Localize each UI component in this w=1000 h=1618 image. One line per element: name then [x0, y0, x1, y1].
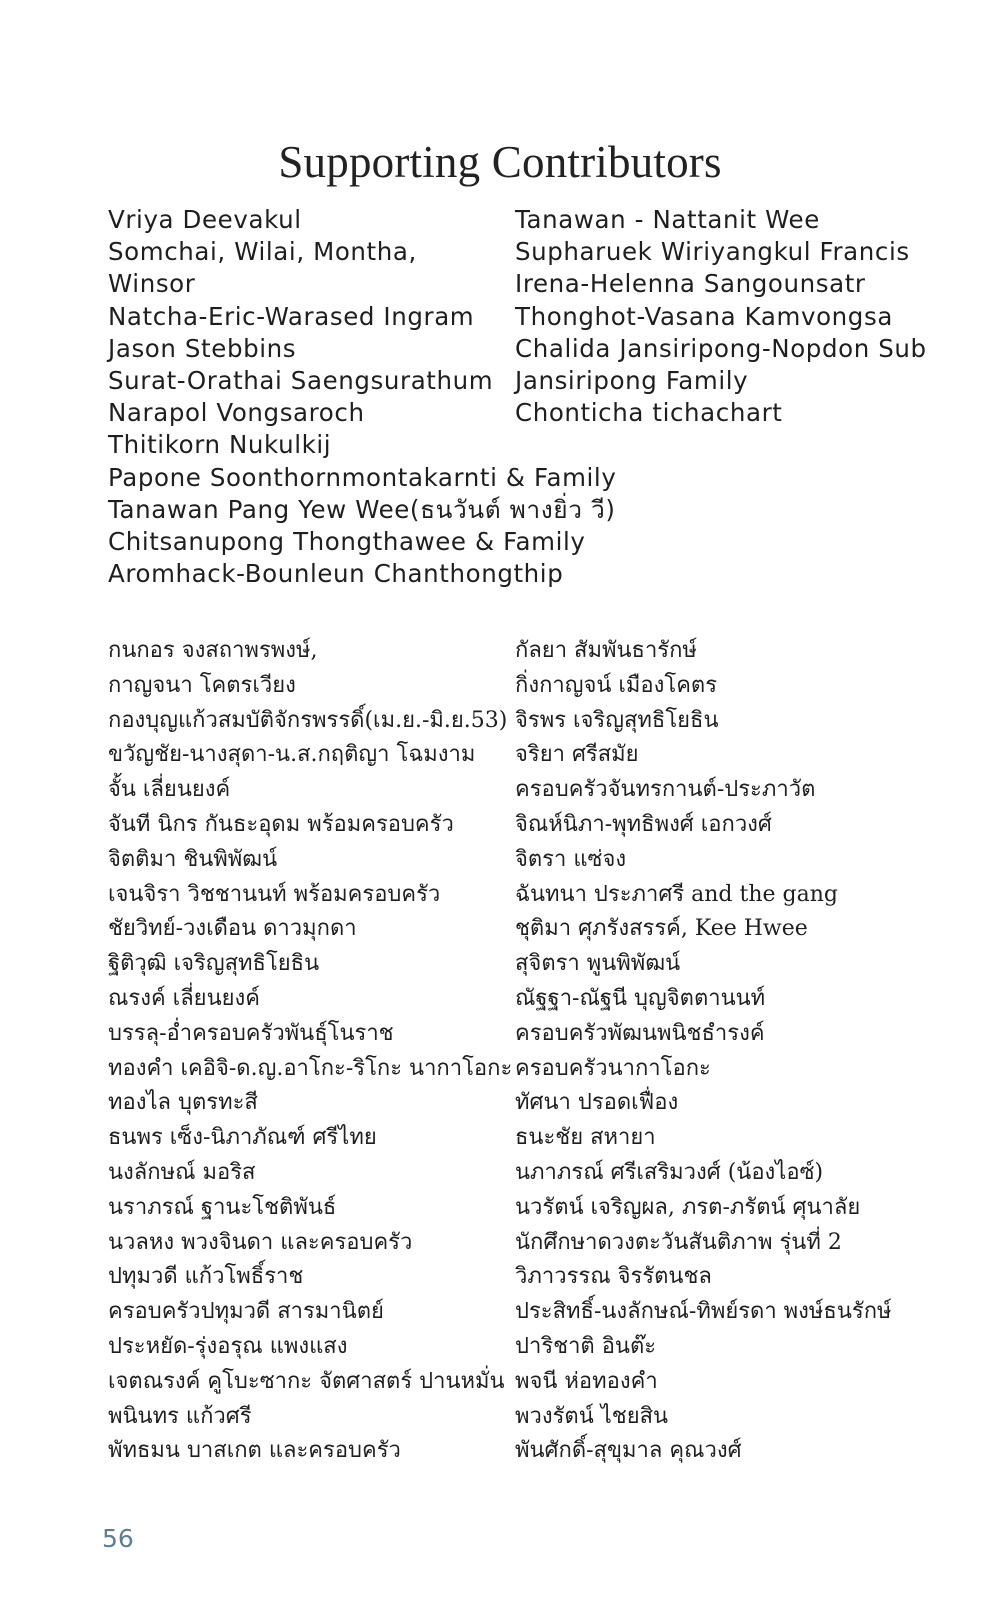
contributor-name: จันที นิกร กันธะอุดม พร้อมครอบครัว	[108, 811, 454, 837]
contributor-name: ปทุมวดี แก้วโพธิ์ราช	[108, 1264, 304, 1290]
contributor-name: Chonticha tichachart	[515, 398, 783, 428]
page-number: 56	[102, 1524, 134, 1553]
contributor-name: วิภาวรรณ จิรรัตนชล	[515, 1264, 712, 1290]
contributor-name: กนกอร จงสถาพรพงษ์,	[108, 638, 318, 663]
contributor-name: สุจิตรา พูนพิพัฒน์	[515, 951, 681, 977]
contributor-name: นวรัตน์ เจริญผล, ภรต-ภรัตน์ ศุนาลัย	[515, 1194, 861, 1220]
contributor-name: ฉันทนา ประภาศรี and the gang	[515, 881, 838, 907]
contributor-name: Vriya Deevakul	[108, 205, 302, 234]
thai-names-right-column	[515, 634, 955, 1469]
contributor-name: Supharuek Wiriyangkul Francis	[515, 237, 910, 267]
contributor-name: นราภรณ์ ฐานะโชติพันธ์	[108, 1194, 337, 1220]
contributor-name: ทองคำ เคอิจิ-ด.ญ.อาโกะ-ริโกะ นากาโอกะ	[108, 1055, 513, 1081]
contributor-name: ประหยัด-รุ่งอรุณ แพงแสง	[108, 1333, 348, 1359]
contributor-name: ทองไล บุตรทะสี	[108, 1090, 258, 1116]
contributor-name: ธนะชัย สหายา	[515, 1125, 656, 1151]
contributor-name: Natcha-Eric-Warased Ingram	[108, 301, 475, 331]
contributor-name: Aromhack-Bounleun Chanthongthip	[108, 559, 564, 589]
contributor-name: Chitsanupong Thongthawee & Family	[108, 526, 586, 556]
contributor-name: Thonghot-Vasana Kamvongsa	[515, 301, 893, 331]
contributor-name: ขวัญชัย-นางสุดา-น.ส.กฤติญา โฉมงาม	[108, 742, 476, 768]
contributor-name: ครอบครัวนากาโอกะ	[515, 1055, 711, 1081]
contributor-name: นภาภรณ์ ศรีเสริมวงศ์ (น้องไอซ์)	[515, 1159, 824, 1185]
contributor-name: เจตณรงค์ คูโบะซากะ จัตศาสตร์ ปานหมั่น	[108, 1368, 505, 1394]
contributor-name: นวลหง พวงจินดา และครอบครัว	[108, 1229, 413, 1255]
contributor-name: จิรพร เจริญสุทธิโยธิน	[515, 707, 719, 733]
contributor-name: กิ่งกาญจน์ เมืองโคตร	[515, 672, 718, 698]
contributor-name: จิณห์นิภา-พุทธิพงศ์ เอกวงศ์	[515, 811, 772, 837]
contributor-name: นักศึกษาดวงตะวันสันติภาพ รุ่นที่ 2	[515, 1229, 842, 1255]
contributor-name: ฐิติวุฒิ เจริญสุทธิโยธิน	[108, 951, 320, 977]
contributor-name: พันศักดิ์-สุขุมาล คุณวงศ์	[515, 1438, 742, 1464]
contributor-name: จั้น เลี่ยนยงค์	[108, 777, 231, 803]
contributor-name: พวงรัตน์ ไชยสิน	[515, 1403, 669, 1429]
contributor-name: กาญจนา โคตรเวียง	[108, 672, 296, 698]
contributor-name: กัลยา สัมพันธารักษ์	[515, 638, 697, 663]
contributor-name: ทัศนา ปรอดเฟื่อง	[515, 1090, 679, 1116]
contributor-name: ชัยวิทย์-วงเดือน ดาวมุกดา	[108, 916, 357, 942]
page-title: Supporting Contributors	[278, 137, 722, 187]
contributor-name: Narapol Vongsaroch	[108, 398, 365, 428]
contributor-name: พจนี ห่อทองคำ	[515, 1368, 658, 1394]
contributor-name: ชุติมา ศุภรังสรรค์, Kee Hwee	[515, 916, 808, 942]
contributor-name: ณรงค์ เลี่ยนยงค์	[108, 985, 260, 1011]
contributor-name: Jason Stebbins	[108, 333, 297, 363]
contributor-name: พัทธมน บาสเกต และครอบครัว	[108, 1438, 401, 1464]
english-names-right-column	[515, 204, 955, 429]
contributor-name: Jansiripong Family	[515, 365, 749, 395]
contributor-name: Somchai, Wilai, Montha,	[108, 237, 417, 267]
contributor-name: จิตติมา ชินพิพัฒน์	[108, 846, 278, 872]
contributor-name: Chalida Jansiripong-Nopdon Sub	[515, 333, 927, 363]
contributor-name: เจนจิรา วิชชานนท์ พร้อมครอบครัว	[108, 881, 441, 907]
contributor-name: Papone Soonthornmontakarnti & Family	[108, 462, 617, 492]
contributor-name: Winsor	[108, 269, 196, 299]
thai-names-left-column	[108, 634, 548, 1469]
contributor-name: Surat-Orathai Saengsurathum	[108, 365, 494, 395]
contributor-name: ณัฐฐา-ณัฐนี บุญจิตตานนท์	[515, 985, 766, 1011]
contributor-name: ธนพร เซ็ง-นิภาภัณฑ์ ศรีไทย	[108, 1125, 377, 1151]
contributor-name: จิตรา แซ่จง	[515, 846, 627, 872]
contributor-name: นงลักษณ์ มอริส	[108, 1159, 256, 1185]
contributor-name: พนินทร แก้วศรี	[108, 1403, 252, 1429]
contributor-name: ประสิทธิ์-นงลักษณ์-ทิพย์รดา พงษ์ธนรักษ์	[515, 1299, 892, 1325]
contributor-name: จริยา ศรีสมัย	[515, 742, 639, 768]
contributor-name: Irena-Helenna Sangounsatr	[515, 269, 866, 299]
contributor-name: Tanawan - Nattanit Wee	[515, 205, 820, 234]
contributor-name: กองบุญแก้วสมบัติจักรพรรดิ์(เม.ย.-มิ.ย.53)	[108, 707, 508, 733]
contributor-name: ครอบครัวปทุมวดี สารมานิตย์	[108, 1299, 384, 1325]
contributor-name: บรรลุ-อ่ำครอบครัวพันธุ์โนราช	[108, 1020, 394, 1046]
contributor-name: ครอบครัวจันทรกานต์-ประภาวัต	[515, 777, 816, 803]
contributor-name: Thitikorn Nukulkij	[108, 430, 332, 460]
contributor-name: Tanawan Pang Yew Wee(ธนวันต์ พางยิ่ว วี)	[108, 494, 616, 524]
contributor-name: ปาริชาติ อินต๊ะ	[515, 1333, 657, 1359]
contributor-name: ครอบครัวพัฒนพนิชธำรงค์	[515, 1020, 765, 1046]
